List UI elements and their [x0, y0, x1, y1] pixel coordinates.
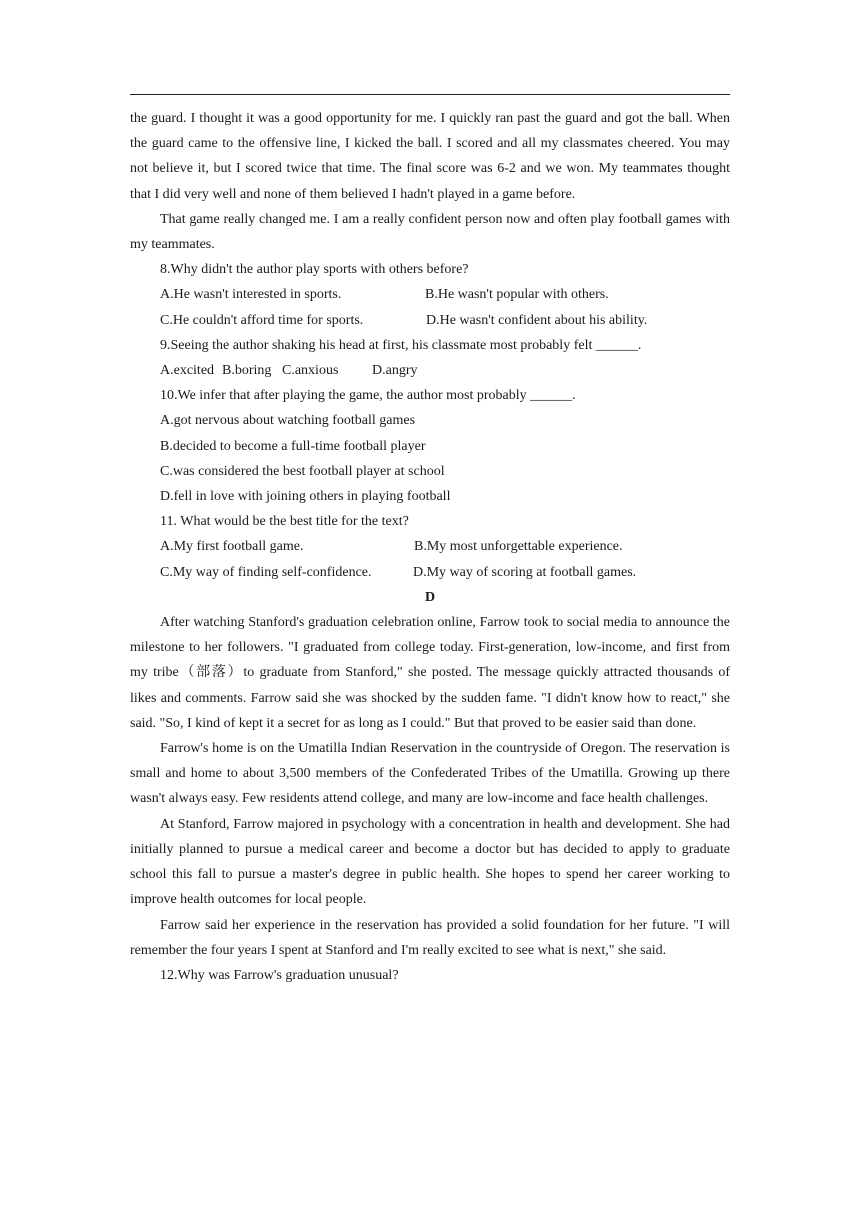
option-d: D.fell in love with joining others in playing football: [160, 489, 451, 505]
question-11-options-row2: [130, 560, 730, 585]
option-d: D.My way of scoring at football games.: [413, 564, 637, 580]
option-b: B.decided to become a full-time football player: [160, 438, 426, 454]
option-c: C.anxious: [282, 363, 339, 379]
option-a: A.excited: [160, 363, 215, 379]
question-11-stem: 11. What would be the best title for the text?: [160, 514, 409, 530]
passage-d-heading: D: [424, 589, 436, 605]
question-8-stem: 8.Why didn't the author play sports with others before?: [160, 262, 469, 278]
option-c: C.My way of finding self-confidence.: [160, 564, 372, 580]
option-a: A.got nervous about watching football games: [160, 413, 416, 429]
passage-d-paragraph: Farrow said her experience in the reservation has provided a solid foundation for her future. "I will remember the four years I spent at Stanford and I'm really excited to see what is next," she said.: [130, 917, 730, 958]
question-8-options-row1: [130, 282, 730, 307]
header-rule: [130, 94, 730, 95]
passage-d-paragraph: Farrow's home is on the Umatilla Indian Reservation in the countryside of Oregon. The reservation is small and home to about 3,500 members of the Confederated Tribes of the Umatilla. Growing up there wasn't always easy. Few residents attend college, and many are low-income and face health challenges.: [130, 741, 730, 807]
passage-c-paragraph: the guard. I thought it was a good opportunity for me. I quickly ran past the guard and got the ball. When the guard came to the offensive line, I kicked the ball. I scored and all my classmates cheered. You may not believe it, but I scored twice that time. The final score was 6-2 and we won. My teammates thought that I did very well and none of them believed I hadn't played in a game before.: [130, 111, 730, 202]
option-c: C.was considered the best football player at school: [160, 463, 445, 479]
question-8-options-row2: [130, 308, 730, 333]
question-10-stem: 10.We infer that after playing the game, the author most probably ______.: [160, 388, 576, 404]
option-d: D.He wasn't confident about his ability.: [426, 312, 648, 328]
document-body: [130, 106, 730, 988]
question-12-stem: 12.Why was Farrow's graduation unusual?: [160, 967, 399, 983]
passage-d-paragraph: After watching Stanford's graduation celebration online, Farrow took to social media to announce the milestone to her followers. "I graduated from college today. First-generation, low-income, and first from my tribe（部落）to graduate from Stanford," she posted. The message quickly attracted thousands of likes and comments. Farrow said she was shocked by the sudden fame. "I didn't know how to react," she said. "So, I kind of kept it a secret for as long as I could." But that proved to be easier said than done.: [130, 615, 730, 731]
question-9-options: [130, 358, 730, 383]
option-b: B.boring: [222, 363, 272, 379]
question-11-options-row1: [130, 534, 730, 559]
option-a: A.My first football game.: [160, 539, 304, 555]
option-b: B.My most unforgettable experience.: [414, 539, 623, 555]
option-a: A.He wasn't interested in sports.: [160, 287, 342, 303]
question-9-stem: 9.Seeing the author shaking his head at first, his classmate most probably felt ______.: [160, 337, 642, 353]
passage-c-paragraph: That game really changed me. I am a really confident person now and often play football games with my teammates.: [130, 211, 730, 253]
option-d: D.angry: [372, 363, 418, 379]
option-b: B.He wasn't popular with others.: [425, 287, 609, 303]
option-c: C.He couldn't afford time for sports.: [160, 312, 364, 328]
passage-d-paragraph: At Stanford, Farrow majored in psychology with a concentration in health and development. She had initially planned to pursue a medical career and become a doctor but has decided to apply to graduate school this fall to pursue a master's degree in public health. She hopes to spend her career working to improve health outcomes for local people.: [130, 816, 730, 908]
